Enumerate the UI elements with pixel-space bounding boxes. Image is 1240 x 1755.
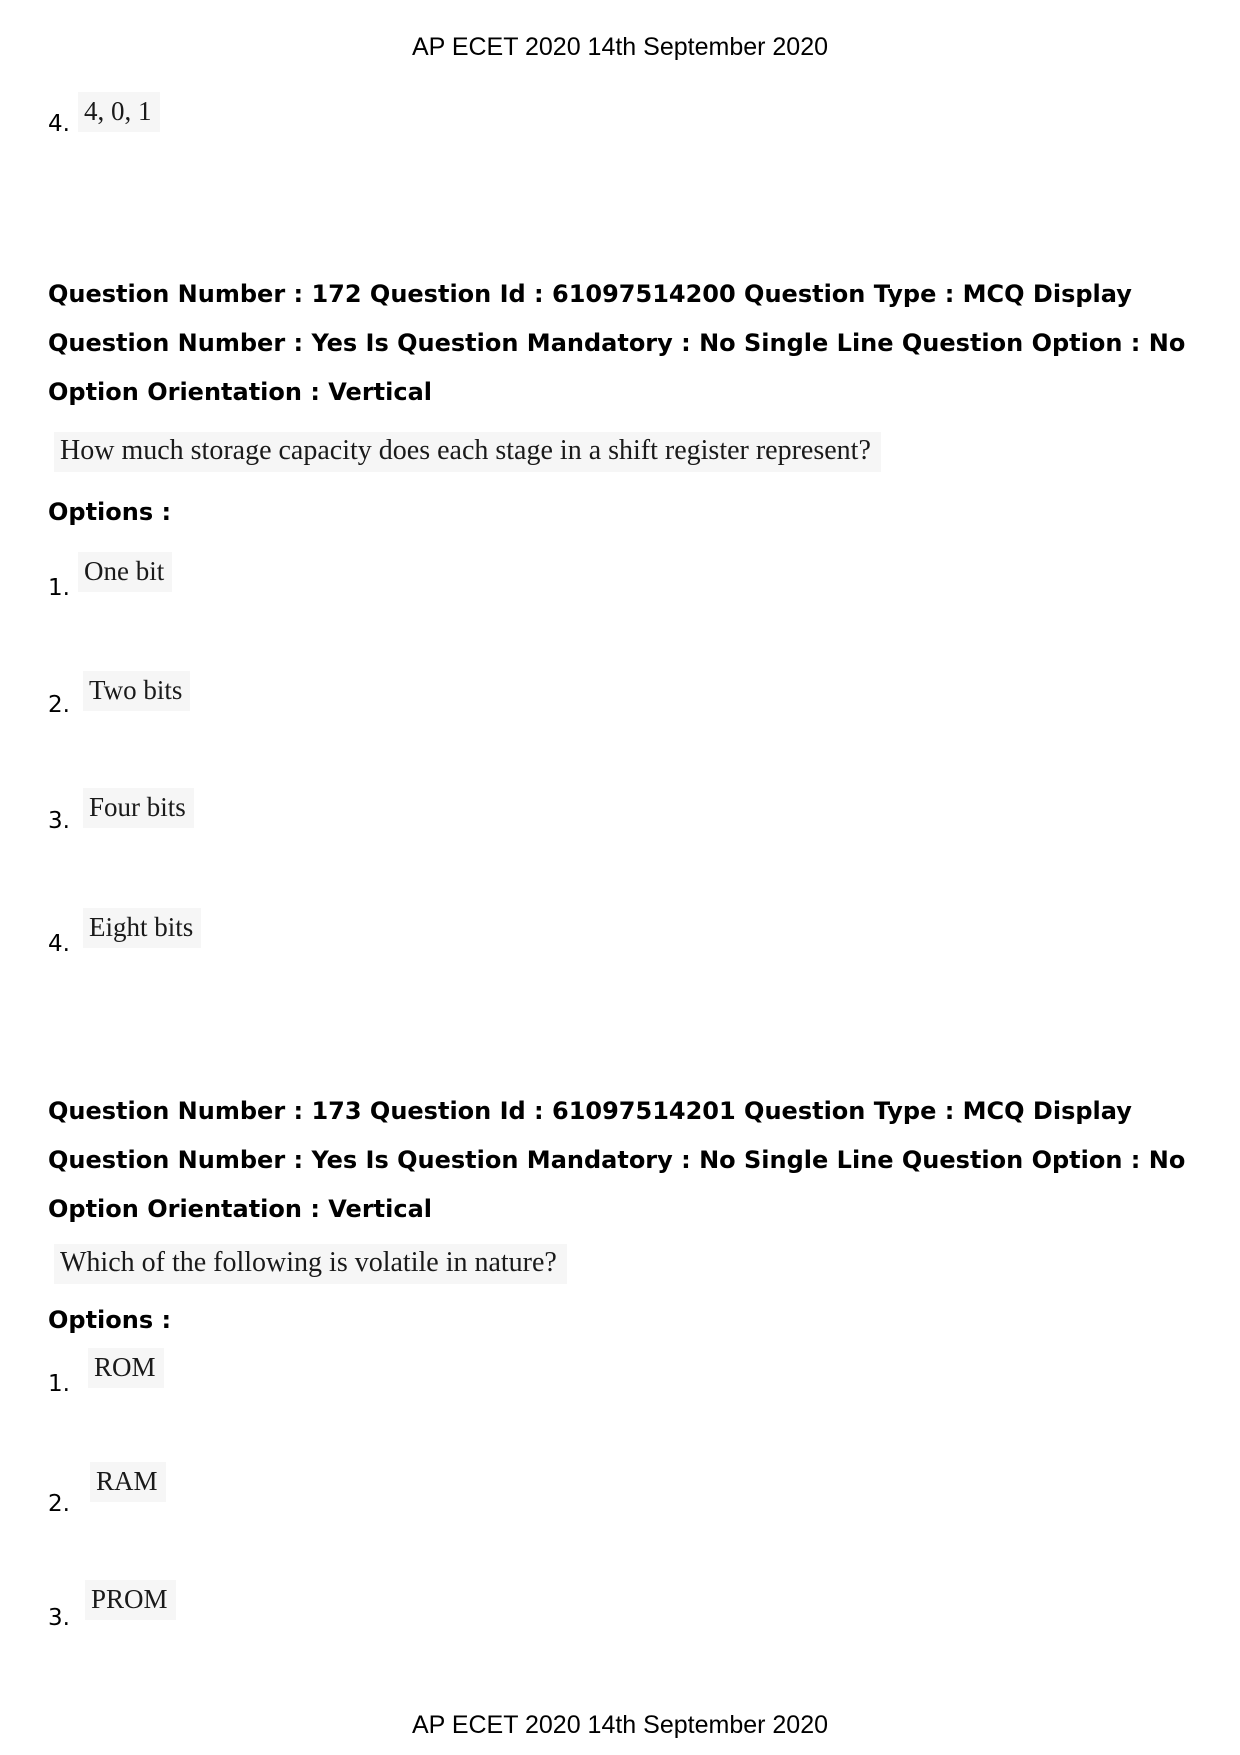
- options-label: Options :: [48, 498, 172, 526]
- option-number: 3.: [48, 1605, 70, 1631]
- option-text: ROM: [88, 1348, 164, 1388]
- option-number: 1.: [48, 575, 70, 601]
- option-text: Two bits: [83, 671, 190, 711]
- option-number: 4.: [48, 931, 70, 957]
- page-header: AP ECET 2020 14th September 2020: [411, 33, 829, 61]
- question-text: How much storage capacity does each stage in a shift register represent?: [54, 432, 881, 472]
- question-meta: Question Number : 172 Question Id : 61097514200 Question Type : MCQ Display Question Number : Yes Is Question Mandatory : No Single Line Question Option : No Option Orientation : Vertical: [48, 280, 1186, 406]
- option-text: One bit: [78, 552, 172, 592]
- option-number: 1.: [48, 1371, 70, 1397]
- page-footer: AP ECET 2020 14th September 2020: [411, 1711, 829, 1739]
- option-text: Four bits: [83, 788, 194, 828]
- option-text: 4, 0, 1: [78, 92, 160, 132]
- option-number: 2.: [48, 692, 70, 718]
- option-text: RAM: [90, 1462, 166, 1502]
- options-label: Options :: [48, 1306, 172, 1334]
- option-number: 2.: [48, 1491, 70, 1517]
- option-text: PROM: [85, 1580, 176, 1620]
- question-meta: Question Number : 173 Question Id : 61097514201 Question Type : MCQ Display Question Number : Yes Is Question Mandatory : No Single Line Question Option : No Option Orientation : Vertical: [48, 1097, 1186, 1223]
- option-text: Eight bits: [83, 908, 201, 948]
- question-text: Which of the following is volatile in nature?: [54, 1244, 567, 1284]
- option-number: 3.: [48, 808, 70, 834]
- option-number: 4.: [48, 111, 70, 137]
